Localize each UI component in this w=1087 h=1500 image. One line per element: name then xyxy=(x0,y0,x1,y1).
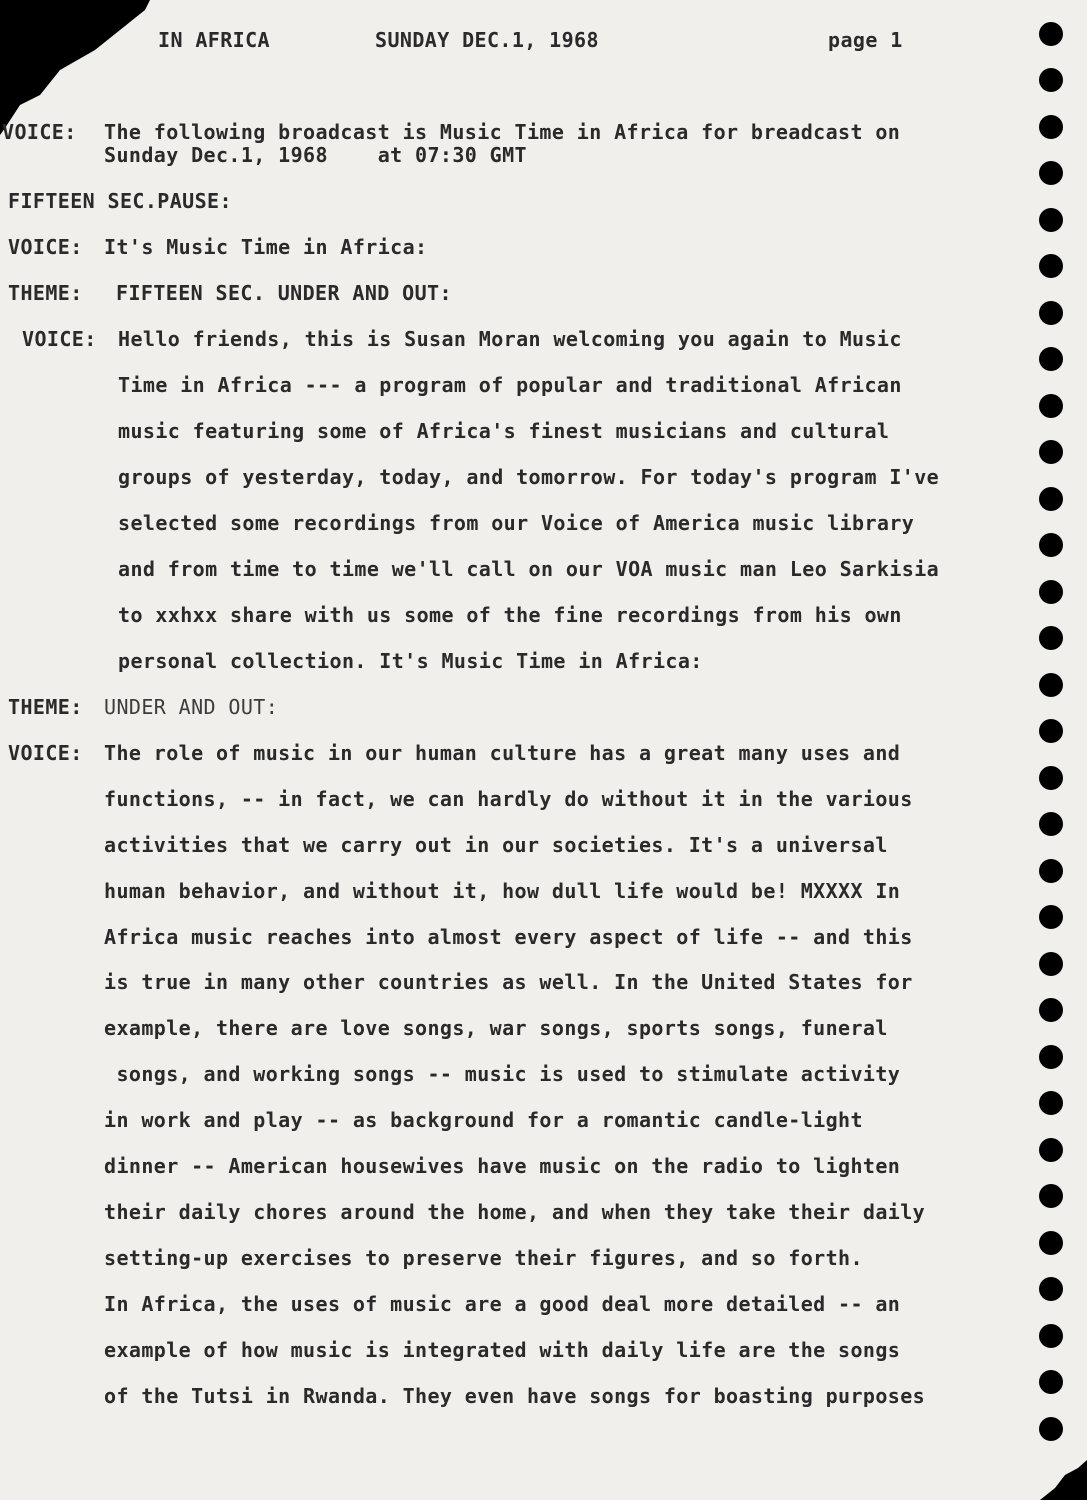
punch-hole xyxy=(1039,998,1063,1022)
script-line: of the Tutsi in Rwanda. They even have songs for boasting purposes xyxy=(104,1384,926,1408)
script-line: is true in many other countries as well. In the United States for xyxy=(104,970,913,994)
script-line: Sunday Dec.1, 1968 at 07:30 GMT xyxy=(104,143,527,167)
script-line: The following broadcast is Music Time in Africa for breadcast on xyxy=(104,120,901,144)
script-label: VOICE: xyxy=(8,741,83,765)
script-line: Hello friends, this is Susan Moran welcoming you again to Music xyxy=(118,327,902,351)
script-line: to xxhxx share with us some of the fine recordings from his own xyxy=(118,603,902,627)
script-line: selected some recordings from our Voice of America music library xyxy=(118,511,915,535)
header-page: page 1 xyxy=(828,28,903,52)
script-line: example, there are love songs, war songs, sports songs, funeral xyxy=(104,1016,888,1040)
punch-hole xyxy=(1039,161,1063,185)
script-line: in work and play -- as background for a romantic candle-light xyxy=(104,1108,863,1132)
punch-hole xyxy=(1039,1231,1063,1255)
script-line: their daily chores around the home, and when they take their daily xyxy=(104,1200,926,1224)
punch-hole xyxy=(1039,487,1063,511)
punch-hole xyxy=(1039,22,1063,46)
header-program: IN AFRICA xyxy=(158,28,270,52)
script-line: groups of yesterday, today, and tomorrow. For today's program I've xyxy=(118,465,940,489)
script-line: and from time to time we'll call on our VOA music man Leo Sarkisia xyxy=(118,557,940,581)
punch-hole xyxy=(1039,1045,1063,1069)
punch-hole xyxy=(1039,1324,1063,1348)
punch-hole xyxy=(1039,626,1063,650)
script-line: songs, and working songs -- music is used to stimulate activity xyxy=(104,1062,901,1086)
script-label: THEME: xyxy=(8,281,83,305)
torn-corner xyxy=(0,0,200,140)
punch-hole xyxy=(1039,440,1063,464)
punch-hole xyxy=(1039,580,1063,604)
script-line: example of how music is integrated with daily life are the songs xyxy=(104,1338,901,1362)
script-line: activities that we carry out in our societies. It's a universal xyxy=(104,833,888,857)
punch-hole xyxy=(1039,394,1063,418)
script-label: VOICE: xyxy=(2,120,77,144)
header-date: SUNDAY DEC.1, 1968 xyxy=(375,28,599,52)
punch-hole xyxy=(1039,301,1063,325)
tractor-feed-holes xyxy=(1039,22,1065,1492)
script-line: Africa music reaches into almost every aspect of life -- and this xyxy=(104,925,913,949)
script-label: VOICE: xyxy=(8,235,83,259)
script-line: It's Music Time in Africa: xyxy=(104,235,428,259)
punch-hole xyxy=(1039,673,1063,697)
script-line: setting-up exercises to preserve their figures, and so forth. xyxy=(104,1246,863,1270)
punch-hole xyxy=(1039,533,1063,557)
punch-hole xyxy=(1039,952,1063,976)
punch-hole xyxy=(1039,1277,1063,1301)
punch-hole xyxy=(1039,719,1063,743)
punch-hole xyxy=(1039,1138,1063,1162)
punch-hole xyxy=(1039,766,1063,790)
script-line: music featuring some of Africa's finest musicians and cultural xyxy=(118,419,890,443)
script-line: functions, -- in fact, we can hardly do without it in the various xyxy=(104,787,913,811)
script-line: human behavior, and without it, how dull life would be! MXXXX In xyxy=(104,879,901,903)
punch-hole xyxy=(1039,905,1063,929)
punch-hole xyxy=(1039,1184,1063,1208)
punch-hole xyxy=(1039,68,1063,92)
script-label: FIFTEEN SEC.PAUSE: xyxy=(8,189,232,213)
script-line: dinner -- American housewives have music on the radio to lighten xyxy=(104,1154,901,1178)
script-label: VOICE: xyxy=(22,327,97,351)
script-line: In Africa, the uses of music are a good deal more detailed -- an xyxy=(104,1292,901,1316)
punch-hole xyxy=(1039,812,1063,836)
punch-hole xyxy=(1039,115,1063,139)
punch-hole xyxy=(1039,1417,1063,1441)
script-line: personal collection. It's Music Time in Africa: xyxy=(118,649,703,673)
punch-hole xyxy=(1039,1370,1063,1394)
punch-hole xyxy=(1039,347,1063,371)
script-line: The role of music in our human culture has a great many uses and xyxy=(104,741,901,765)
punch-hole xyxy=(1039,1091,1063,1115)
script-line: Time in Africa --- a program of popular and traditional African xyxy=(118,373,902,397)
script-label: THEME: xyxy=(8,695,83,719)
punch-hole xyxy=(1039,859,1063,883)
script-line: FIFTEEN SEC. UNDER AND OUT: xyxy=(116,281,452,305)
script-line: UNDER AND OUT: xyxy=(104,695,279,719)
punch-hole xyxy=(1039,208,1063,232)
punch-hole xyxy=(1039,254,1063,278)
